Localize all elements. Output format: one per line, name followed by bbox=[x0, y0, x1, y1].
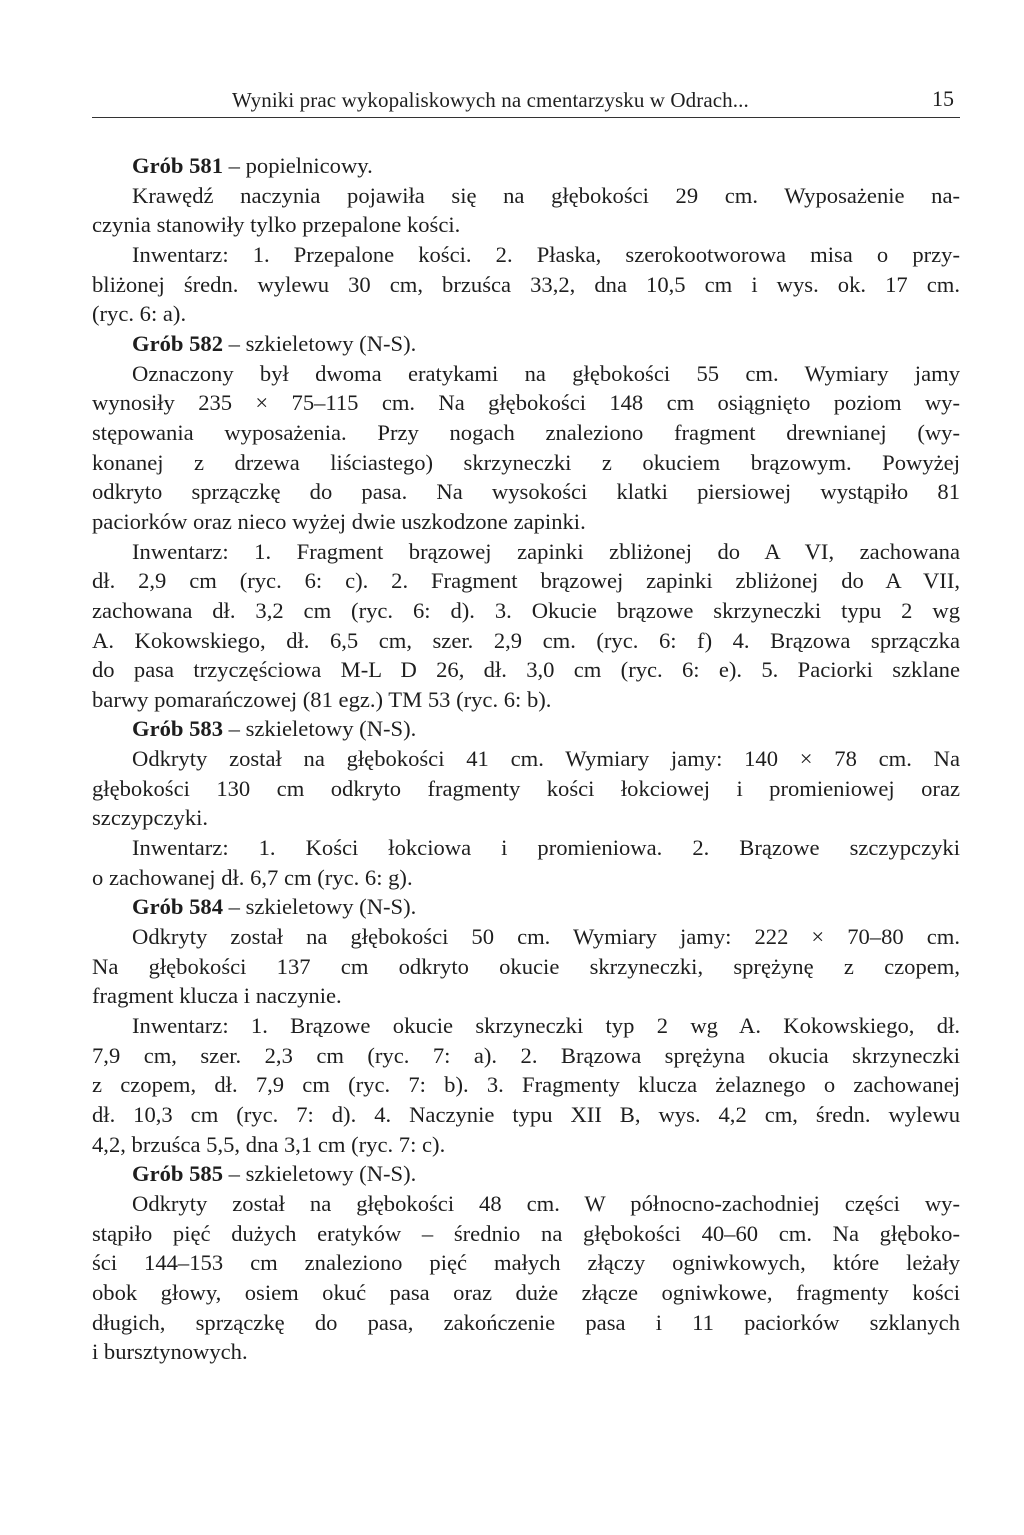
text-line: długich, sprzączkę do pasa, zakończenie pasa i 11 paciorków szklanych bbox=[92, 1309, 960, 1335]
text-line: o zachowanej dł. 6,7 cm (ryc. 6: g). bbox=[92, 864, 413, 890]
grave-label: Grób 584 bbox=[132, 894, 224, 920]
text-line: Odkryty został na głębokości 41 cm. Wymiary jamy: 140 × 78 cm. Na bbox=[132, 746, 960, 772]
grave-label: Grób 582 bbox=[132, 330, 224, 356]
header-rule bbox=[92, 117, 960, 118]
text-line: 7,9 cm, szer. 2,3 cm (ryc. 7: a). 2. Brązowa sprężyna okucia skrzyneczki bbox=[92, 1042, 960, 1068]
text-line: ści 144–153 cm znaleziono pięć małych złączy ogniwkowych, które leżały bbox=[92, 1250, 960, 1276]
text-line: odkryto sprzączkę do pasa. Na wysokości klatki piersiowej wystąpiło 81 bbox=[92, 479, 960, 505]
running-header bbox=[92, 86, 960, 116]
text-line: Inwentarz: 1. Brązowe okucie skrzyneczki typ 2 wg A. Kokowskiego, dł. bbox=[132, 1013, 960, 1039]
grave-type: – szkieletowy (N-S). bbox=[223, 1161, 417, 1187]
grave-label: Grób 583 bbox=[132, 716, 224, 742]
text-line: Odkryty został na głębokości 48 cm. W północno-zachodniej części wy- bbox=[132, 1190, 960, 1216]
text-line: dł. 2,9 cm (ryc. 6: c). 2. Fragment brązowej zapinki zbliżonej do A VII, bbox=[92, 568, 960, 594]
text-line: czynia stanowiły tylko przepalone kości. bbox=[92, 212, 461, 238]
grave-heading bbox=[92, 892, 960, 922]
grave-heading bbox=[92, 329, 960, 359]
page-body bbox=[92, 151, 960, 1367]
grave-type: – szkieletowy (N-S). bbox=[223, 894, 417, 920]
text-line: A. Kokowskiego, dł. 6,5 cm, szer. 2,9 cm. (ryc. 6: f) 4. Brązowa sprzączka bbox=[92, 627, 960, 653]
text-line: barwy pomarańczowej (81 egz.) TM 53 (ryc. 6: b). bbox=[92, 686, 552, 712]
text-line: dł. 10,3 cm (ryc. 7: d). 4. Naczynie typu XII B, wys. 4,2 cm, średn. wylewu bbox=[92, 1102, 960, 1127]
grave-heading bbox=[92, 1159, 960, 1189]
text-line: szczypczyki. bbox=[92, 805, 209, 831]
text-line: Na głębokości 137 cm odkryto okucie skrzyneczki, sprężynę z czopem, bbox=[92, 953, 960, 979]
page-number: 15 bbox=[932, 86, 954, 111]
running-title: Wyniki prac wykopaliskowych na cmentarzysku w Odrach... bbox=[232, 88, 749, 112]
text-line: (ryc. 6: a). bbox=[92, 301, 187, 327]
text-line: 4,2, brzuśca 5,5, dna 3,1 cm (ryc. 7: c). bbox=[92, 1131, 446, 1157]
text-line: do pasa trzyczęściowa M-L D 26, dł. 3,0 cm (ryc. 6: e). 5. Paciorki szklane bbox=[92, 657, 960, 683]
text-line: z czopem, dł. 7,9 cm (ryc. 7: b). 3. Fragmenty klucza żelaznego o zachowanej bbox=[92, 1072, 960, 1098]
text-line: i bursztynowych. bbox=[92, 1339, 248, 1365]
text-line: Krawędź naczynia pojawiła się na głębokości 29 cm. Wyposażenie na- bbox=[132, 182, 960, 208]
text-line: stąpiło pięć dużych eratyków – średnio na głębokości 40–60 cm. Na głęboko- bbox=[92, 1220, 960, 1246]
grave-label: Grób 581 bbox=[132, 153, 224, 178]
text-line: bliżonej średn. wylewu 30 cm, brzuśca 33,2, dna 10,5 cm i wys. ok. 17 cm. bbox=[92, 271, 960, 297]
grave-heading bbox=[92, 151, 960, 181]
text-line: obok głowy, osiem okuć pasa oraz duże złącze ogniwkowe, fragmenty kości bbox=[92, 1279, 960, 1305]
grave-type: – popielnicowy. bbox=[223, 153, 373, 178]
text-line: konanej z drzewa liściastego) skrzyneczki z okuciem brązowym. Powyżej bbox=[92, 449, 960, 475]
grave-type: – szkieletowy (N-S). bbox=[223, 330, 417, 356]
grave-type: – szkieletowy (N-S). bbox=[223, 716, 417, 742]
text-line: fragment klucza i naczynie. bbox=[92, 983, 342, 1009]
text-line: zachowana dł. 3,2 cm (ryc. 6: d). 3. Okucie brązowe skrzyneczki typu 2 wg bbox=[92, 597, 960, 623]
text-line: Oznaczony był dwoma eratykami na głębokości 55 cm. Wymiary jamy bbox=[132, 360, 960, 386]
text-line: głębokości 130 cm odkryto fragmenty kości łokciowej i promieniowej oraz bbox=[92, 775, 960, 801]
text-line: paciorków oraz nieco wyżej dwie uszkodzone zapinki. bbox=[92, 508, 586, 534]
text-line: Inwentarz: 1. Przepalone kości. 2. Płaska, szerokootworowa misa o przy- bbox=[132, 241, 960, 267]
text-line: wynosiły 235 × 75–115 cm. Na głębokości 148 cm osiągnięto poziom wy- bbox=[92, 390, 960, 416]
text-line: stępowania wyposażenia. Przy nogach znaleziono fragment drewnianej (wy- bbox=[92, 419, 960, 445]
text-line: Odkryty został na głębokości 50 cm. Wymiary jamy: 222 × 70–80 cm. bbox=[132, 924, 960, 950]
text-line: Inwentarz: 1. Kości łokciowa i promieniowa. 2. Brązowe szczypczyki bbox=[132, 835, 960, 861]
grave-heading bbox=[92, 714, 960, 744]
grave-label: Grób 585 bbox=[132, 1161, 224, 1187]
text-line: Inwentarz: 1. Fragment brązowej zapinki zbliżonej do A VI, zachowana bbox=[132, 538, 960, 564]
